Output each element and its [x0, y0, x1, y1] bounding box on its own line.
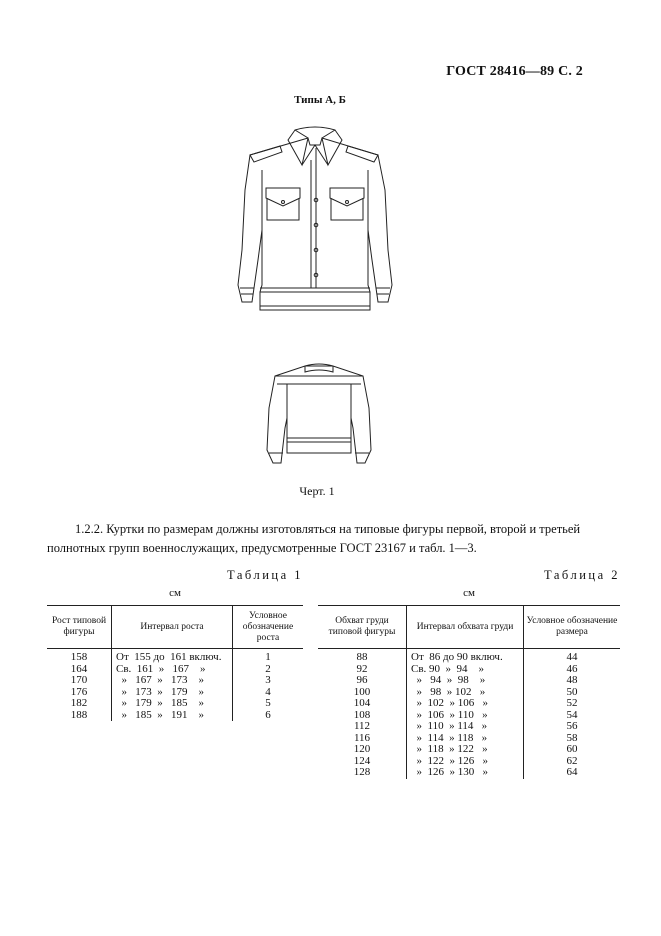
table-2-cell: 100 [353, 685, 371, 698]
table-1-row [47, 649, 303, 664]
table-1-header: Условное обозначение роста [233, 606, 304, 649]
table-2-row [318, 649, 620, 664]
table-1-cell: 176 [70, 685, 88, 698]
table-2-cell: » 102 » 106 » [407, 698, 524, 710]
table-1-cell: 188 [70, 708, 88, 721]
table-2-cell: 96 [356, 674, 368, 686]
table-2-cell: 58 [524, 733, 621, 745]
table-2 [318, 568, 620, 807]
table-2-cell: 104 [353, 697, 371, 709]
table-1 [47, 568, 303, 749]
table-2-cell: » 122 » 126 » [407, 756, 524, 768]
paragraph-line-1: 1.2.2. Куртки по размерам должны изготовляться на типовые фигуры первой, второй и третьей [75, 522, 581, 536]
table-2-row [318, 721, 620, 733]
table-1-cell: 1 [233, 649, 304, 664]
table-2-cell: 60 [524, 744, 621, 756]
table-2-cell: 54 [524, 710, 621, 722]
table-1-cell: 170 [70, 674, 88, 686]
jacket-front-drawing [210, 110, 420, 320]
table-2-cell: 64 [524, 767, 621, 779]
figure-caption: Черт. 1 [299, 484, 335, 498]
table-2-cell: 48 [524, 675, 621, 687]
table-2-cell: 44 [524, 649, 621, 664]
table-2-cell: 92 [356, 662, 368, 675]
table-2-row [318, 698, 620, 710]
table-1-row [47, 698, 303, 710]
table-2-grid [318, 605, 620, 779]
table-1-cell: 182 [70, 697, 88, 709]
table-1-header: Интервал роста [112, 606, 233, 649]
table-1-cell: 3 [233, 675, 304, 687]
table-2-cell: » 118 » 122 » [407, 744, 524, 756]
table-1-cell: 2 [233, 664, 304, 676]
table-2-cell: 112 [353, 720, 371, 732]
table-2-cell: 62 [524, 756, 621, 768]
table-1-grid [47, 605, 303, 721]
table-2-cell: 108 [353, 708, 371, 721]
table-1-header: Рост типовой фигуры [47, 606, 112, 649]
table-2-cell: 120 [353, 743, 371, 755]
table-1-unit: см [169, 587, 181, 599]
table-2-cell: 56 [524, 721, 621, 733]
table-2-cell: 124 [353, 754, 371, 767]
document-reference: ГОСТ 28416—89 С. 2 [446, 64, 583, 79]
table-1-caption: Таблица 1 [227, 568, 303, 582]
table-2-unit: см [463, 587, 475, 599]
table-2-header: Условное обозначение размера [524, 606, 621, 649]
table-2-cell: 50 [524, 687, 621, 699]
table-1-cell: 4 [233, 687, 304, 699]
table-1-cell: » 167 » 173 » [112, 675, 233, 687]
table-2-cell: » 94 » 98 » [407, 675, 524, 687]
table-1-cell: » 173 » 179 » [112, 687, 233, 699]
table-1-cell: От 155 до 161 включ. [112, 649, 233, 664]
table-1-cell: » 185 » 191 » [112, 710, 233, 722]
paragraph-line-2: полнотных групп военнослужащих, предусмотренные ГОСТ 23167 и табл. 1—3. [47, 541, 477, 555]
table-1-cell: 6 [233, 710, 304, 722]
table-1-cell: Св. 161 » 167 » [112, 664, 233, 676]
table-2-cell: 88 [356, 651, 368, 663]
figure-types-caption: Типы А, Б [294, 94, 346, 106]
table-2-cell: » 126 » 130 » [407, 767, 524, 779]
table-2-cell: 46 [524, 664, 621, 676]
table-2-cell: » 110 » 114 » [407, 721, 524, 733]
table-2-cell: » 114 » 118 » [407, 733, 524, 745]
table-2-row [318, 744, 620, 756]
table-2-cell: От 86 до 90 включ. [407, 649, 524, 664]
table-1-row [47, 710, 303, 722]
table-2-cell: » 106 » 110 » [407, 710, 524, 722]
table-1-row [47, 675, 303, 687]
table-2-caption: Таблица 2 [544, 568, 620, 582]
table-2-header: Интервал обхвата груди [407, 606, 524, 649]
table-1-cell: 158 [70, 651, 88, 663]
table-1-cell: 5 [233, 698, 304, 710]
table-1-cell: » 179 » 185 » [112, 698, 233, 710]
table-2-cell: 116 [353, 731, 371, 744]
table-2-cell: » 98 » 102 » [407, 687, 524, 699]
table-2-cell: 52 [524, 698, 621, 710]
jacket-back-drawing [255, 358, 385, 468]
table-2-row [318, 675, 620, 687]
table-2-cell: 128 [353, 766, 371, 778]
table-2-header: Обхват груди типовой фигуры [318, 606, 407, 649]
body-paragraph [47, 520, 587, 558]
table-2-cell: Св. 90 » 94 » [407, 664, 524, 676]
table-1-cell: 164 [70, 662, 88, 675]
table-2-row [318, 767, 620, 779]
